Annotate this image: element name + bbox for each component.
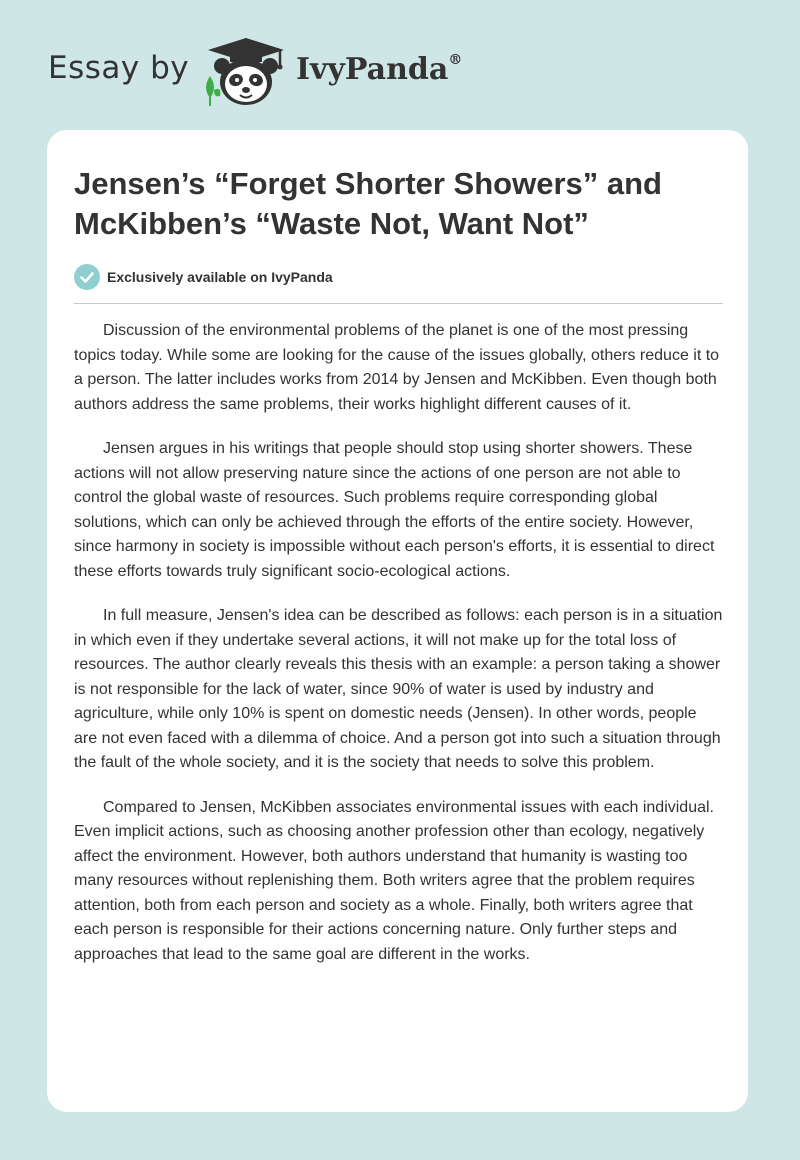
exclusive-badge: [74, 264, 474, 290]
essay-card: [47, 130, 748, 1112]
essay-paragraph: In full measure, Jensen's idea can be described as follows: each person is in a situation in which even if they undertake several actions, it will not make up for the total loss of resources. The author clearly reveals this thesis with an example: a person taking a shower is not responsible for the lack of water, since 90% of water is used by industry and agriculture, while only 10% is spent on domestic needs (Jensen). In other words, people are not even faced with a dilemma of choice. And a person got into such a situation through the fault of the whole society, and it is the society that needs to solve this problem.: [74, 607, 723, 771]
essay-paragraph: Compared to Jensen, McKibben associates environmental issues with each individual. Even implicit actions, such as choosing another profession other than ecology, negatively affect the environment. However, both authors understand that humanity is wasting too many resources without replenishing them. Both writers agree that the problem requires attention, both from each person and society as a whole. Finally, both writers agree that each person is responsible for their actions concerning nature. Only further steps and approaches that lead to the same goal are different in the works.: [74, 798, 714, 963]
essay-paragraph: Discussion of the environmental problems of the planet is one of the most pressing topics today. While some are looking for the cause of the issues globally, others reduce it to a person. The latter includes works from 2014 by Jensen and McKibben. Even though both authors address the same problems, their works highlight different causes of it.: [74, 322, 720, 413]
brand-name-text: IvyPanda: [296, 52, 449, 87]
brand-name[interactable]: [296, 52, 462, 87]
panda-graduate-logo-icon[interactable]: [200, 36, 292, 110]
essay-title: Jensen’s “Forget Shorter Showers” and McKibben’s “Waste Not, Want Not”: [74, 166, 662, 241]
check-circle-icon: [74, 264, 100, 290]
divider: [74, 303, 723, 304]
site-header: [0, 0, 800, 130]
brand-prefix: Essay by: [48, 50, 190, 86]
essay-body: [74, 319, 724, 987]
exclusive-badge-label: Exclusively available on IvyPanda: [107, 269, 333, 285]
essay-paragraph: Jensen argues in his writings that people should stop using shorter showers. These actions will not allow preserving nature since the actions of one person are not able to control the global waste of resources. Such problems require corresponding global solutions, which can only be achieved through the efforts of the entire society. However, since harmony in society is impossible without each person's efforts, it is essential to direct these efforts towards truly significant socio-ecological actions.: [74, 440, 715, 580]
registered-mark: ®: [448, 52, 463, 68]
